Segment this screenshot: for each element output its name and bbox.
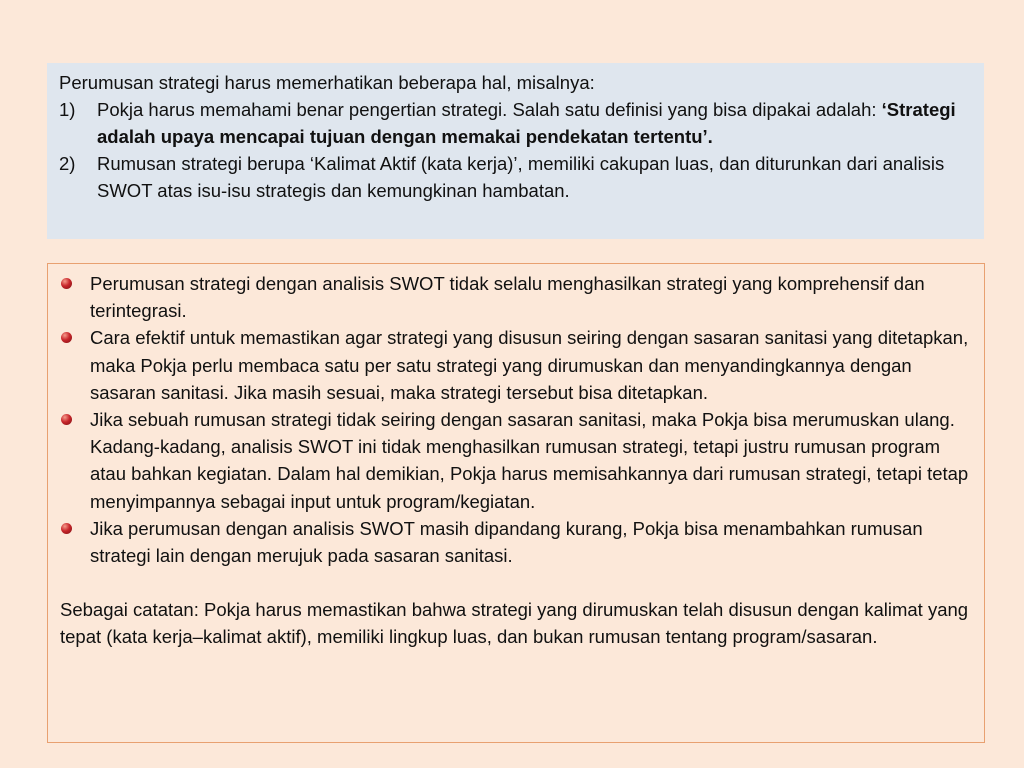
bullet-item-3 [60,406,974,515]
strategy-definition: ‘Strategi adalah upaya mencapai tujuan dengan memakai pendekatan tertentu’. [97,99,956,147]
bullet-text: Cara efektif untuk memastikan agar strategi yang disusun seiring dengan sasaran sanitasi yang ditetapkan, maka Pokja perlu membaca satu per satu strategi yang dirumuskan dan menyandingkannya dengan sasaran sanitasi. Jika masih sesuai, maka strategi tersebut bisa ditetapkan. [90,327,969,403]
intro-text: Perumusan strategi harus memerhatikan beberapa hal, misalnya: [59,72,595,93]
bullet-text: Jika sebuah rumusan strategi tidak seiring dengan sasaran sanitasi, maka Pokja bisa merumuskan ulang. Kadang-kadang, analisis SWOT ini tidak menghasilkan rumusan strategi, tetapi justru rumusan program atau bahkan kegiatan. Dalam hal demikian, Pokja harus memisahkannya dari rumusan strategi, tetapi tetap menyimpannya sebagai input untuk program/kegiatan. [90,409,969,512]
note-text: Sebagai catatan: Pokja harus memastikan bahwa strategi yang dirumuskan telah disusun dengan kalimat yang tepat (kata kerja–kalimat aktif), memiliki lingkup luas, dan bukan rumusan tentang program/sasaran. [60,599,969,648]
numbered-item-1 [59,96,972,150]
bullet-text: Perumusan strategi dengan analisis SWOT tidak selalu menghasilkan strategi yang komprehensif dan terintegrasi. [90,273,925,322]
bullet-item-4 [60,515,974,569]
item-number: 2) [59,153,76,174]
bullet-item-2 [60,324,974,406]
bullet-icon [61,523,72,534]
item-text: Pokja harus memahami benar pengertian strategi. Salah satu definisi yang bisa dipakai adalah: [97,99,882,120]
item-text: Rumusan strategi berupa ‘Kalimat Aktif (kata kerja)’, memiliki cakupan luas, dan diturunkan dari analisis SWOT atas isu-isu strategis dan kemungkinan hambatan. [97,153,945,201]
bullet-icon [61,278,72,289]
notes-box [47,263,985,743]
guidelines-box [47,63,984,239]
bullet-text: Jika perumusan dengan analisis SWOT masih dipandang kurang, Pokja bisa menambahkan rumusan strategi lain dengan merujuk pada sasaran sanitasi. [90,517,923,567]
bullet-icon [61,332,72,343]
bullet-item-1 [60,270,974,324]
item-number: 1) [59,99,76,120]
numbered-item-2 [59,150,972,204]
bullet-icon [61,414,72,425]
